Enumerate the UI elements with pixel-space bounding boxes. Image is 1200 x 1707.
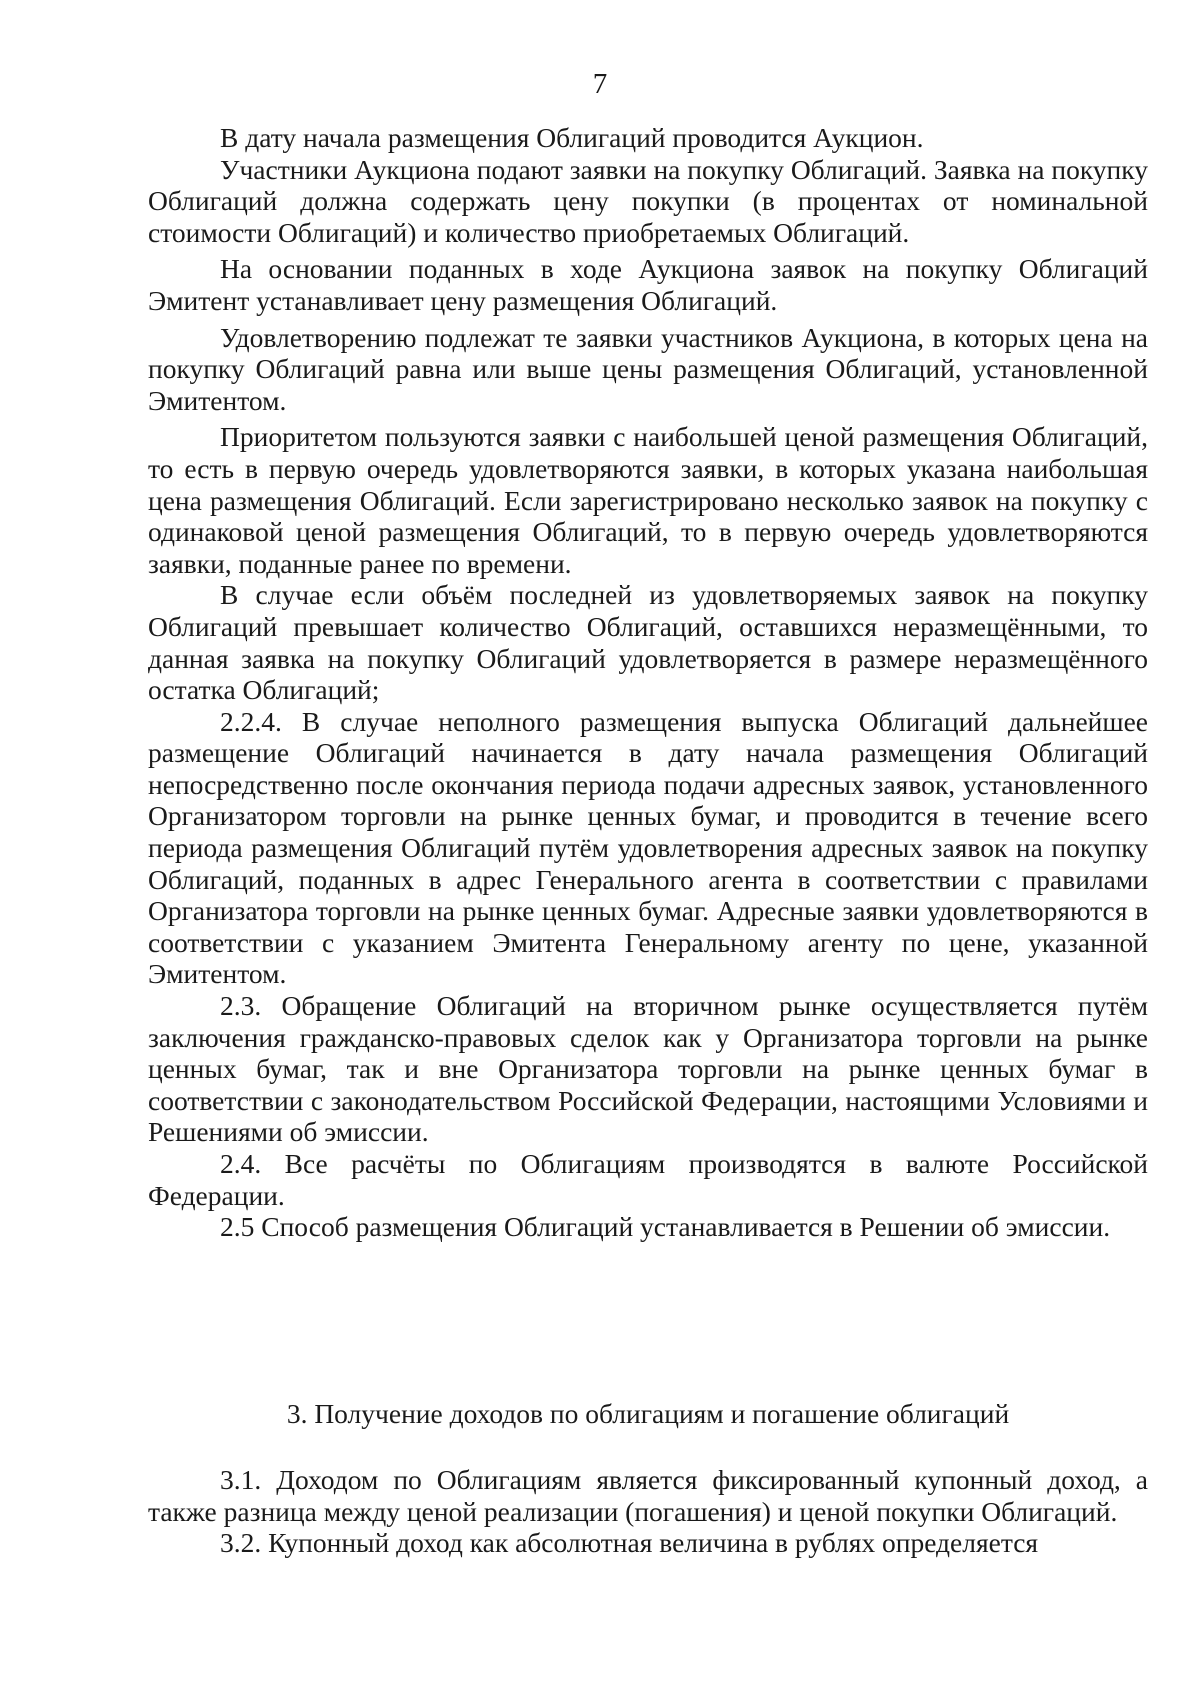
paragraph-priority: Приоритетом пользуются заявки с наибольшей ценой размещения Облигаций, то есть в первую очередь удовлетворяются заявки, в которых указана наибольшая цена размещения Облигаций. Если зарегистрировано несколько заявок на покупку с одинаковой ценой размещения Облигаций, то в первую очередь удовлетворяются заявки, поданные ранее по времени. xyxy=(148,421,1148,579)
section-heading: 3. Получение доходов по облигациям и погашение облигаций xyxy=(286,1398,1010,1429)
paragraph-2-3: 2.3. Обращение Облигаций на вторичном рынке осуществляется путём заключения гражданско-правовых сделок как у Организатора торговли на рынке ценных бумаг, так и вне Организатора торговли на рынке ценных бумаг в соответствии с законодательством Российской Федерации, настоящими Условиями и Решениями об эмиссии. xyxy=(148,990,1148,1148)
paragraph-2-5: 2.5 Способ размещения Облигаций устанавливается в Решении об эмиссии. xyxy=(220,1211,1111,1243)
paragraph-satisfied-bids: Удовлетворению подлежат те заявки участников Аукциона, в которых цена на покупку Облигаций равна или выше цены размещения Облигаций, установленной Эмитентом. xyxy=(148,321,1148,416)
paragraph-2-4: 2.4. Все расчёты по Облигациям производятся в валюте Российской Федерации. xyxy=(148,1148,1148,1211)
paragraph-last-bid: В случае если объём последней из удовлетворяемых заявок на покупку Облигаций превышает количество Облигаций, оставшихся неразмещёнными, то данная заявка на покупку Облигаций удовлетворяется в размере неразмещённого остатка Облигаций; xyxy=(148,579,1148,706)
paragraph-3-2: 3.2. Купонный доход как абсолютная величина в рублях определяется xyxy=(220,1527,1039,1559)
section-body xyxy=(148,1464,1148,1559)
page-number: 7 xyxy=(592,68,608,100)
document-body xyxy=(148,122,1148,1243)
paragraph-placement-price: На основании поданных в ходе Аукциона заявок на покупку Облигаций Эмитент устанавливает цену размещения Облигаций. xyxy=(148,253,1148,316)
paragraph-auction-date: В дату начала размещения Облигаций проводится Аукцион. xyxy=(220,122,924,153)
paragraph-2-2-4: 2.2.4. В случае неполного размещения выпуска Облигаций дальнейшее размещение Облигаций начинается в дату начала размещения Облигаций непосредственно после окончания периода подачи адресных заявок, установленного Организатором торговли на рынке ценных бумаг, и проводится в течение всего периода размещения Облигаций путём удовлетворения адресных заявок на покупку Облигаций, поданных в адрес Генерального агента в соответствии с правилами Организатора торговли на рынке ценных бумаг. Адресные заявки удовлетворяются в соответствии с указанием Эмитента Генеральному агенту по цене, указанной Эмитентом. xyxy=(148,705,1148,990)
paragraph-3-1: 3.1. Доходом по Облигациям является фиксированный купонный доход, а также разница между ценой реализации (погашения) и ценой покупки Облигаций. xyxy=(148,1464,1148,1527)
paragraph-auction-participants: Участники Аукциона подают заявки на покупку Облигаций. Заявка на покупку Облигаций должна содержать цену покупки (в процентах от номинальной стоимости Облигаций) и количество приобретаемых Облигаций. xyxy=(148,153,1148,248)
